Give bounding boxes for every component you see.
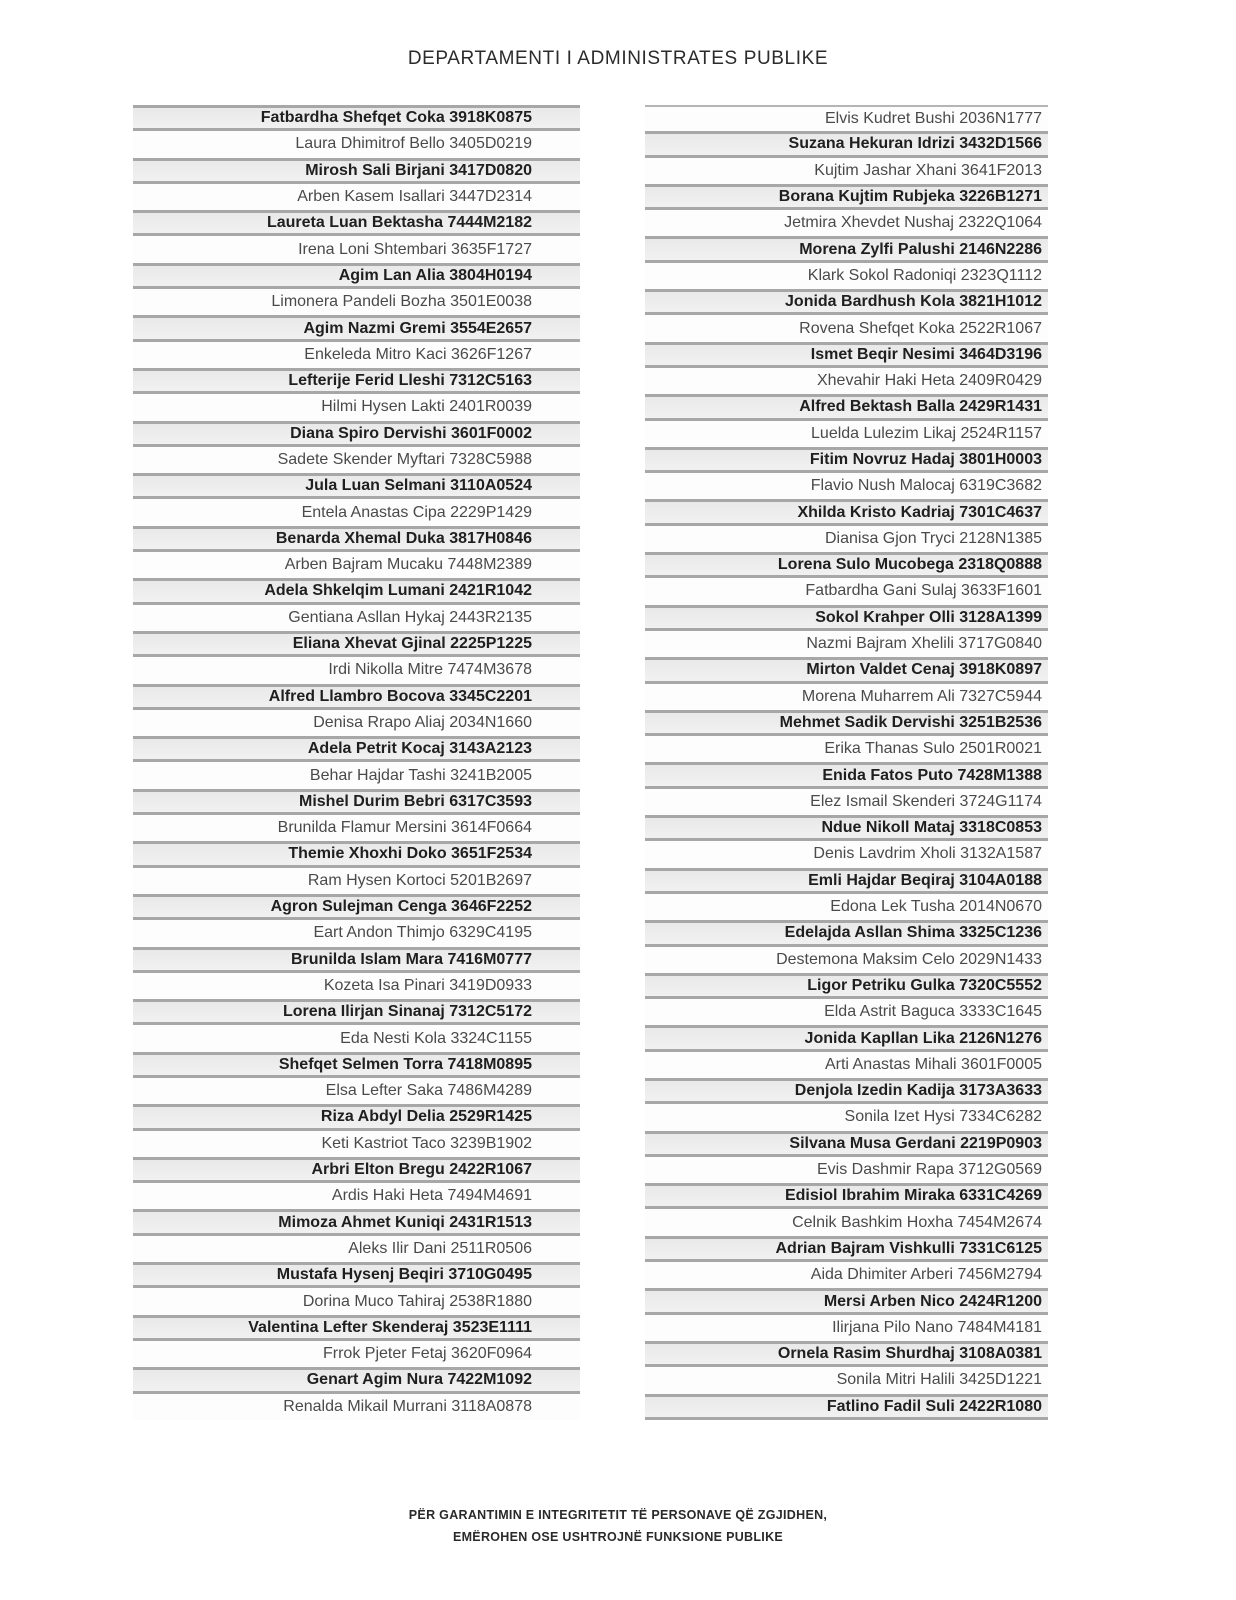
table-row [645, 210, 1048, 236]
entry-text: Sonila Mitri Halili 3425D1221 [836, 1371, 1042, 1389]
table-row [133, 973, 580, 999]
entry-text: Kujtim Jashar Xhani 3641F2013 [814, 161, 1042, 179]
table-row [645, 736, 1048, 762]
entry-text: Jetmira Xhevdet Nushaj 2322Q1064 [784, 214, 1042, 232]
entry-text: Fitim Novruz Hadaj 3801H0003 [809, 451, 1042, 468]
entry-text: Jonida Bardhush Kola 3821H1012 [785, 293, 1042, 311]
entry-text: Rovena Shefqet Koka 2522R1067 [799, 319, 1042, 337]
entry-text: Borana Kujtim Rubjeka 3226B1271 [778, 188, 1042, 206]
table-row [133, 1341, 580, 1367]
entry-text: Mirton Valdet Cenaj 3918K0897 [806, 661, 1042, 679]
table-row [133, 526, 580, 552]
table-row [133, 605, 580, 631]
table-row [645, 684, 1048, 710]
entry-text: Elez Ismail Skenderi 3724G1174 [810, 792, 1042, 810]
entry-text: Mehmet Sadik Dervishi 3251B2536 [779, 713, 1042, 731]
table-row [645, 473, 1048, 499]
entry-text: Laura Dhimitrof Bello 3405D0219 [295, 135, 532, 153]
table-row [645, 789, 1048, 815]
entry-text: Aleks Ilir Dani 2511R0506 [348, 1239, 532, 1257]
table-row [645, 1157, 1048, 1183]
entry-text: Diana Spiro Dervishi 3601F0002 [290, 424, 532, 442]
entry-text: Irena Loni Shtembari 3635F1727 [298, 240, 532, 258]
table-row [133, 236, 580, 262]
table-row [133, 131, 580, 157]
entry-text: Morena Muharrem Ali 7327C5944 [801, 687, 1042, 705]
table-row [645, 289, 1048, 315]
table-row [645, 342, 1048, 368]
entry-text: Mustafa Hysenj Beqiri 3710G0495 [276, 1266, 532, 1284]
table-row [133, 1236, 580, 1262]
entry-text: Enkeleda Mitro Kaci 3626F1267 [304, 345, 532, 363]
table-row [133, 342, 580, 368]
entry-text: Irdi Nikolla Mitre 7474M3678 [328, 661, 532, 679]
table-row [645, 1209, 1048, 1235]
table-row [645, 578, 1048, 604]
table-row [645, 1262, 1048, 1288]
entry-text: Flavio Nush Malocaj 6319C3682 [810, 477, 1042, 495]
entry-text: Mirosh Sali Birjani 3417D0820 [305, 161, 532, 179]
entry-text: Elvis Kudret Bushi 2036N1777 [824, 110, 1042, 128]
table-row [645, 762, 1048, 788]
entry-text: Denjola Izedin Kadija 3173A3633 [794, 1082, 1042, 1100]
entry-text: Agim Nazmi Gremi 3554E2657 [303, 319, 532, 337]
table-row [133, 1367, 580, 1393]
table-row [645, 1104, 1048, 1130]
table-row [133, 447, 580, 473]
entry-text: Destemona Maksim Celo 2029N1433 [776, 950, 1042, 968]
table-row [133, 1078, 580, 1104]
table-row [645, 1025, 1048, 1051]
entry-text: Arben Bajram Mucaku 7448M2389 [284, 556, 532, 574]
table-row [133, 631, 580, 657]
footer-line-2: EMËROHEN OSE USHTROJNË FUNKSIONE PUBLIKE [452, 1529, 784, 1544]
table-row [645, 605, 1048, 631]
table-row [133, 158, 580, 184]
table-row [645, 1052, 1048, 1078]
entry-text: Evis Dashmir Rapa 3712G0569 [816, 1161, 1042, 1179]
entry-text: Arbri Elton Bregu 2422R1067 [311, 1161, 532, 1179]
table-row [645, 1367, 1048, 1393]
table-row [133, 473, 580, 499]
entry-text: Frrok Pjeter Fetaj 3620F0964 [323, 1345, 532, 1363]
table-row [133, 1183, 580, 1209]
table-row [645, 421, 1048, 447]
table-row [133, 210, 580, 236]
table-row [645, 368, 1048, 394]
table-row [645, 526, 1048, 552]
table-row [133, 762, 580, 788]
entry-text: Silvana Musa Gerdani 2219P0903 [789, 1134, 1042, 1152]
table-row [133, 368, 580, 394]
entry-text: Klark Sokol Radoniqi 2323Q1112 [807, 266, 1042, 284]
table-row [133, 1025, 580, 1051]
table-row [645, 1131, 1048, 1157]
table-row [133, 421, 580, 447]
entry-text: Fatbardha Gani Sulaj 3633F1601 [805, 582, 1042, 600]
table-row [133, 894, 580, 920]
table-row [645, 105, 1048, 131]
entry-text: Keti Kastriot Taco 3239B1902 [321, 1134, 532, 1152]
table-row [645, 815, 1048, 841]
table-row [645, 263, 1048, 289]
table-row [645, 657, 1048, 683]
table-row [133, 1394, 580, 1420]
table-row [645, 841, 1048, 867]
table-row [133, 105, 580, 131]
entry-text: Sadete Skender Myftari 7328C5988 [277, 451, 532, 468]
entry-text: Dorina Muco Tahiraj 2538R1880 [302, 1292, 532, 1310]
entry-text: Arben Kasem Isallari 3447D2314 [297, 188, 532, 206]
entry-text: Adela Shkelqim Lumani 2421R1042 [264, 582, 532, 600]
table-row [133, 1262, 580, 1288]
table-row [645, 1236, 1048, 1262]
entry-text: Alfred Llambro Bocova 3345C2201 [268, 687, 532, 705]
entry-text: Ornela Rasim Shurdhaj 3108A0381 [777, 1345, 1042, 1363]
entry-text: Xhilda Kristo Kadriaj 7301C4637 [797, 503, 1042, 521]
table-row [133, 1052, 580, 1078]
entry-text: Alfred Bektash Balla 2429R1431 [799, 398, 1042, 416]
table-row [133, 552, 580, 578]
entry-text: Lorena Ilirjan Sinanaj 7312C5172 [282, 1003, 532, 1021]
entry-text: Brunilda Flamur Mersini 3614F0664 [277, 819, 532, 837]
entry-text: Gentiana Asllan Hykaj 2443R2135 [288, 608, 532, 626]
entry-text: Shefqet Selmen Torra 7418M0895 [278, 1055, 532, 1073]
table-row [133, 1157, 580, 1183]
table-row [133, 815, 580, 841]
entry-text: Ardis Haki Heta 7494M4691 [331, 1187, 532, 1205]
page-title: DEPARTAMENTI I ADMINISTRATES PUBLIKE [407, 48, 829, 69]
table-row [133, 841, 580, 867]
name-column-left [133, 105, 580, 1420]
entry-text: Enida Fatos Puto 7428M1388 [822, 766, 1042, 784]
table-row [645, 1341, 1048, 1367]
entry-text: Lefterije Ferid Lleshi 7312C5163 [288, 372, 532, 390]
entry-text: Agron Sulejman Cenga 3646F2252 [270, 898, 532, 916]
entry-text: Fatbardha Shefqet Coka 3918K0875 [260, 109, 532, 127]
entry-text: Xhevahir Haki Heta 2409R0429 [816, 372, 1042, 390]
name-column-right [645, 105, 1048, 1420]
entry-text: Erika Thanas Sulo 2501R0021 [824, 740, 1042, 758]
table-row [645, 184, 1048, 210]
table-row [133, 184, 580, 210]
entry-text: Ismet Beqir Nesimi 3464D3196 [810, 345, 1042, 363]
table-row [133, 868, 580, 894]
entry-text: Mishel Durim Bebri 6317C3593 [299, 792, 532, 810]
table-row [133, 263, 580, 289]
entry-text: Kozeta Isa Pinari 3419D0933 [323, 976, 532, 994]
table-row [133, 1315, 580, 1341]
entry-text: Jula Luan Selmani 3110A0524 [305, 477, 532, 495]
entry-text: Behar Hajdar Tashi 3241B2005 [309, 766, 532, 784]
entry-text: Nazmi Bajram Xhelili 3717G0840 [806, 635, 1042, 653]
entry-text: Denisa Rrapo Aliaj 2034N1660 [313, 713, 532, 731]
entry-text: Luelda Lulezim Likaj 2524R1157 [811, 424, 1042, 442]
entry-text: Morena Zylfi Palushi 2146N2286 [799, 240, 1042, 258]
table-row [645, 1078, 1048, 1104]
entry-text: Suzana Hekuran Idrizi 3432D1566 [788, 135, 1042, 153]
entry-text: Genart Agim Nura 7422M1092 [306, 1371, 532, 1389]
table-row [133, 289, 580, 315]
table-row [645, 710, 1048, 736]
entry-text: Jonida Kapllan Lika 2126N1276 [804, 1029, 1042, 1047]
table-row [645, 920, 1048, 946]
entry-text: Emli Hajdar Beqiraj 3104A0188 [808, 871, 1042, 889]
table-row [133, 710, 580, 736]
table-row [645, 394, 1048, 420]
entry-text: Eda Nesti Kola 3324C1155 [340, 1029, 532, 1047]
page-footer [0, 1505, 1236, 1549]
table-row [645, 631, 1048, 657]
entry-text: Ram Hysen Kortoci 5201B2697 [307, 871, 532, 889]
entry-text: Celnik Bashkim Hoxha 7454M2674 [792, 1213, 1042, 1231]
entry-text: Laureta Luan Bektasha 7444M2182 [266, 214, 532, 232]
table-row [645, 1394, 1048, 1420]
table-row [645, 947, 1048, 973]
entry-text: Hilmi Hysen Lakti 2401R0039 [321, 398, 532, 416]
table-row [645, 552, 1048, 578]
entry-text: Renalda Mikail Murrani 3118A0878 [283, 1397, 532, 1415]
table-row [645, 499, 1048, 525]
table-row [133, 315, 580, 341]
entry-text: Entela Anastas Cipa 2229P1429 [301, 503, 532, 521]
entry-text: Benarda Xhemal Duka 3817H0846 [275, 529, 532, 547]
entry-text: Mimoza Ahmet Kuniqi 2431R1513 [278, 1213, 532, 1231]
table-row [645, 868, 1048, 894]
entry-text: Eliana Xhevat Gjinal 2225P1225 [292, 635, 532, 653]
entry-text: Edelajda Asllan Shima 3325C1236 [784, 924, 1042, 942]
table-row [133, 789, 580, 815]
entry-text: Ndue Nikoll Mataj 3318C0853 [821, 819, 1042, 837]
table-row [133, 999, 580, 1025]
table-row [133, 1131, 580, 1157]
table-row [645, 973, 1048, 999]
table-row [133, 684, 580, 710]
entry-text: Adrian Bajram Vishkulli 7331C6125 [775, 1239, 1042, 1257]
entry-text: Limonera Pandeli Bozha 3501E0038 [271, 293, 532, 311]
entry-text: Dianisa Gjon Tryci 2128N1385 [824, 529, 1042, 547]
entry-text: Elsa Lefter Saka 7486M4289 [325, 1082, 532, 1100]
entry-text: Themie Xhoxhi Doko 3651F2534 [288, 845, 532, 863]
table-row [645, 1288, 1048, 1314]
entry-text: Ligor Petriku Gulka 7320C5552 [807, 976, 1042, 994]
table-row [133, 947, 580, 973]
entry-text: Adela Petrit Kocaj 3143A2123 [307, 740, 532, 758]
entry-text: Lorena Sulo Mucobega 2318Q0888 [777, 556, 1042, 574]
table-row [645, 1315, 1048, 1341]
table-row [133, 394, 580, 420]
table-row [645, 131, 1048, 157]
table-row [133, 1104, 580, 1130]
entry-text: Sonila Izet Hysi 7334C6282 [844, 1108, 1042, 1126]
entry-text: Valentina Lefter Skenderaj 3523E1111 [248, 1318, 532, 1336]
table-row [645, 447, 1048, 473]
table-row [645, 236, 1048, 262]
entry-text: Edona Lek Tusha 2014N0670 [830, 898, 1042, 916]
table-row [645, 1183, 1048, 1209]
table-row [133, 657, 580, 683]
entry-text: Agim Lan Alia 3804H0194 [338, 266, 532, 284]
table-row [645, 999, 1048, 1025]
footer-line-1: PËR GARANTIMIN E INTEGRITETIT TË PERSONAVE QË ZGJIDHEN, [408, 1508, 828, 1522]
table-row [133, 499, 580, 525]
table-row [133, 920, 580, 946]
table-row [645, 894, 1048, 920]
table-row [645, 158, 1048, 184]
table-row [133, 1288, 580, 1314]
table-row [133, 736, 580, 762]
entry-text: Edisiol Ibrahim Miraka 6331C4269 [784, 1187, 1042, 1205]
entry-text: Mersi Arben Nico 2424R1200 [823, 1292, 1042, 1310]
table-row [133, 578, 580, 604]
entry-text: Eart Andon Thimjo 6329C4195 [313, 924, 532, 942]
entry-text: Brunilda Islam Mara 7416M0777 [290, 950, 532, 968]
entry-text: Aida Dhimiter Arberi 7456M2794 [810, 1266, 1042, 1284]
entry-text: Ilirjana Pilo Nano 7484M4181 [832, 1318, 1042, 1336]
table-row [133, 1209, 580, 1235]
entry-text: Denis Lavdrim Xholi 3132A1587 [813, 845, 1042, 863]
entry-text: Sokol Krahper Olli 3128A1399 [815, 608, 1042, 626]
entry-text: Riza Abdyl Delia 2529R1425 [320, 1108, 532, 1126]
entry-text: Fatlino Fadil Suli 2422R1080 [826, 1397, 1042, 1415]
entry-text: Elda Astrit Baguca 3333C1645 [824, 1003, 1042, 1021]
entry-text: Arti Anastas Mihali 3601F0005 [824, 1055, 1042, 1073]
table-row [645, 315, 1048, 341]
